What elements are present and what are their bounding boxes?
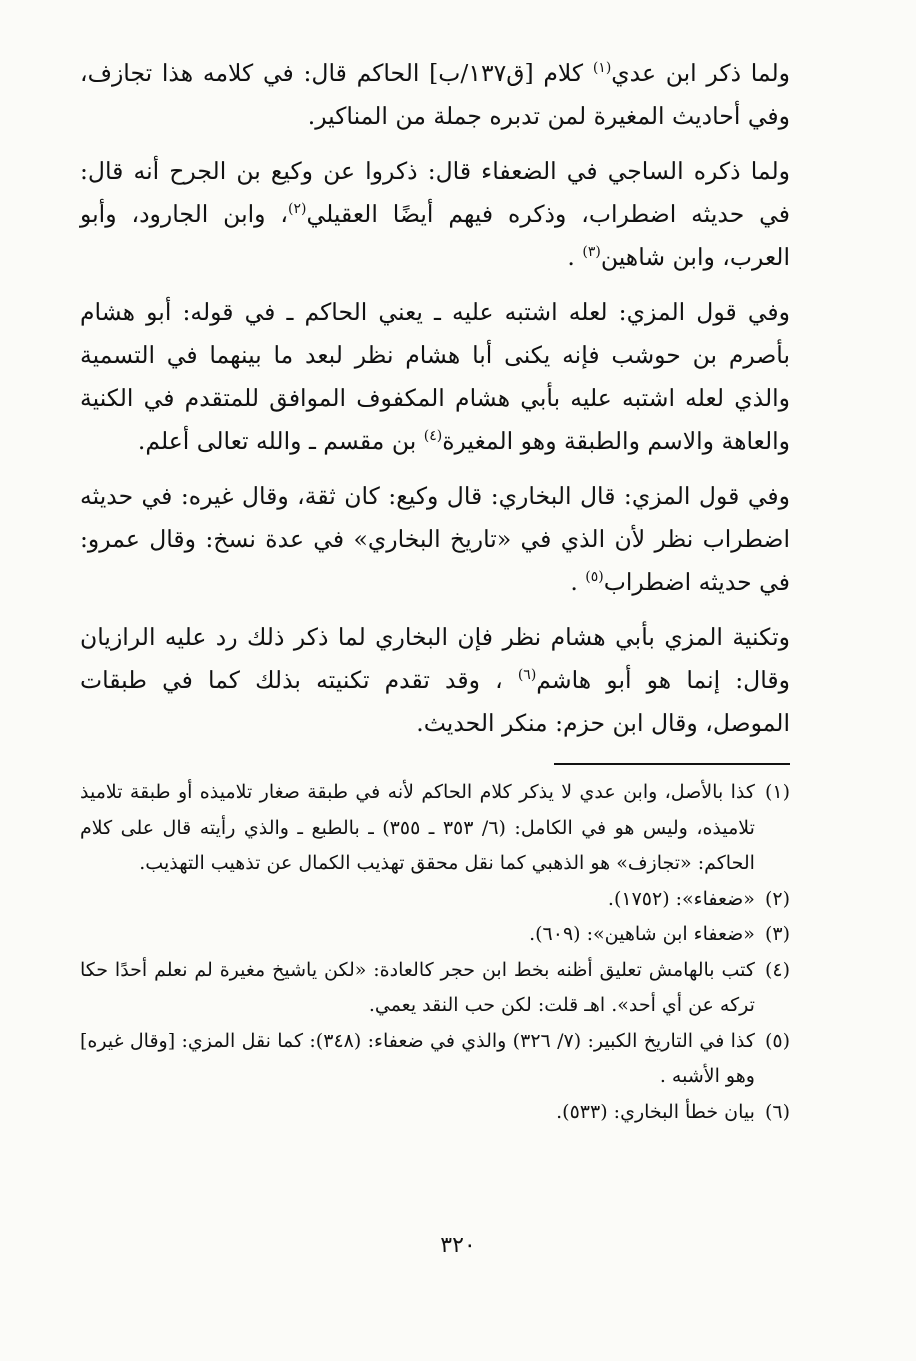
footnote-text: كتب بالهامش تعليق أظنه بخط ابن حجر كالعادة: «لكن ياشيخ مغيرة لم نعلم أحدًا حكا تركه عن أي أحد». اهـ قلت: لكن حب النقد يعمي.	[80, 958, 755, 1016]
footnote-ref: (٢)	[288, 201, 307, 218]
footnote-text: «ضعفاء ابن شاهين»: (٦٠٩).	[529, 923, 755, 945]
page-number: ٣٢٠	[440, 1233, 476, 1258]
footnote-text: «ضعفاء»: (١٧٥٢).	[607, 887, 755, 910]
footnote-text: بيان خطأ البخاري: (٥٣٣).	[556, 1100, 755, 1123]
footnote	[80, 1095, 790, 1131]
footnote-text: كذا بالأصل، وابن عدي لا يذكر كلام الحاكم لأنه في طبقة صغار تلاميذه أو طبقة تلاميذ تلاميذه، وليس هو في الكامل: (٦/ ٣٥٣ ـ ٣٥٥) ـ بالطبع ـ والذي رأيته قال على كلام الحاكم: «تجازف» هو الذهبي كما نقل محقق تهذيب الكمال عن تذهيب التهذيب.	[80, 781, 755, 874]
paragraph: وتكنية المزي بأبي هشام نظر فإن البخاري لما ذكر ذلك رد عليه الرازيان وقال: إنما هو أبو هاشم$^{(٦)}$ ، وقد تقدم تكنيته بذلك كما في طبقات الموصل، وقال ابن حزم: منكر الحديث.	[80, 623, 790, 737]
footnote	[80, 1024, 790, 1095]
footnote-ref: (٣)	[582, 244, 601, 261]
footnote	[80, 917, 790, 953]
footnote-number: (٣)	[764, 923, 790, 945]
footnote-ref: (٦)	[517, 667, 537, 684]
footnote-ref: (١)	[592, 60, 612, 77]
footnote-number: (٦)	[764, 1100, 790, 1123]
footnote-number: (١)	[764, 781, 790, 803]
footnote-ref: (٥)	[585, 569, 604, 586]
footnote	[80, 775, 790, 882]
footnote	[80, 882, 790, 918]
footnote-text: كذا في التاريخ الكبير: (٧/ ٣٢٦) والذي في ضعفاء: (٣٤٨): كما نقل المزي: [وقال غيره] وهو الأشبه .	[80, 1029, 755, 1087]
footnote	[80, 953, 790, 1024]
footnote-ref: (٤)	[423, 428, 443, 445]
main-text	[80, 52, 790, 745]
footnote-number: (٤)	[764, 958, 790, 981]
paragraph: وفي قول المزي: قال البخاري: قال وكيع: كان ثقة، وقال غيره: في حديثه اضطراب نظر لأن الذي في «تاريخ البخاري» في عدة نسخ: وقال عمرو: في حديثه اضطراب$^{(٥)}$ .	[80, 482, 790, 596]
footnotes	[80, 775, 790, 1130]
footnote-number: (٥)	[764, 1029, 790, 1052]
paragraph: ولما ذكر ابن عدي$^{(١)}$ كلام [ق١٣٧/ب] الحاكم قال: في كلامه هذا تجازف، وفي أحاديث المغيرة لمن تدبره جملة من المناكير.	[80, 59, 790, 130]
paragraph: ولما ذكره الساجي في الضعفاء قال: ذكروا عن وكيع بن الجرح أنه قال: في حديثه اضطراب، وذكره فيهم أيضًا العقيلي$^{(٢)}$، وابن الجارود، وأبو العرب، وابن شاهين$^{(٣)}$ .	[80, 157, 790, 271]
footnote-separator	[554, 763, 790, 765]
footnote-number: (٢)	[764, 887, 790, 910]
paragraph: وفي قول المزي: لعله اشتبه عليه ـ يعني الحاكم ـ في قوله: أبو هشام بأصرم بن حوشب فإنه يكنى أبا هشام نظر لبعد ما بينهما في التسمية والذي لعله اشتبه عليه بأبي هشام المكفوف الموافق للمتقدم في الكنية والعاهة والاسم والطبقة وهو المغيرة$^{(٤)}$ بن مقسم ـ والله تعالى أعلم.	[80, 298, 790, 455]
